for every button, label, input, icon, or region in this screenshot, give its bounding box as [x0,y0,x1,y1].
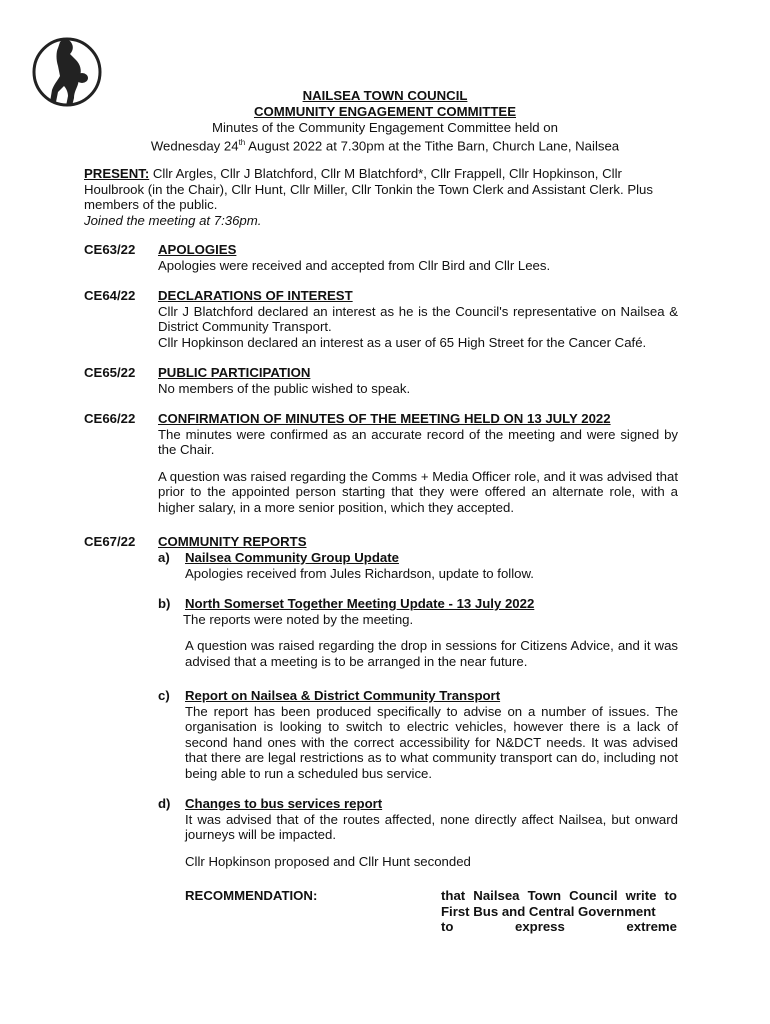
item-title: APOLOGIES [158,242,237,257]
subitem-marker: a) [158,550,170,565]
subitem-title: Changes to bus services report [185,796,383,811]
subitem-marker: b) [158,596,171,611]
recommendation-label: RECOMMENDATION: [185,888,318,903]
item-ce63 [158,242,678,273]
item-text: The minutes were confirmed as an accurate record of the meeting and were signed by the Chair. [158,426,678,457]
subitem-marker: c) [158,688,170,703]
item-ce67 [158,534,678,550]
item-text: Cllr Hopkinson declared an interest as a user of 65 High Street for the Cancer Café. [158,334,647,350]
subitem-text: The reports were noted by the meeting. [183,611,414,627]
minutes-subtitle: Minutes of the Community Engagement Committee held on [212,119,558,135]
present-label: PRESENT: [84,166,150,181]
subitem-title: Nailsea Community Group Update [185,550,399,565]
item-ce65 [158,365,678,396]
item-text: No members of the public wished to speak. [158,380,411,396]
subitem-text: It was advised that of the routes affected, none directly affect Nailsea, but onward journeys will be impacted. [185,811,678,842]
present-list: Cllr Argles, Cllr J Blatchford, Cllr M Blatchford*, Cllr Frappell, Cllr Hopkinson, Cllr Houlbrook (in the Chair), Cllr Hunt, Cllr Miller, Cllr Tonkin the Town Clerk and Assistant Clerk. Plus members of the public. [84,166,653,212]
item-code-ce63: CE63/22 [84,242,136,257]
item-title: CONFIRMATION OF MINUTES OF THE MEETING HELD ON 13 JULY 2022 [158,411,611,426]
recommendation-text: that Nailsea Town Council write to First Bus and Central Government to express extreme [441,888,677,934]
item-text: Apologies were received and accepted from Cllr Bird and Cllr Lees. [158,257,551,273]
subitem-title: North Somerset Together Meeting Update - 13 July 2022 [185,596,535,611]
item-ce64 [158,288,678,350]
meeting-date-line: Wednesday 24th August 2022 at 7.30pm at the Tithe Barn, Church Lane, Nailsea [150,138,620,154]
subitem-marker: d) [158,796,171,811]
committee-name: COMMUNITY ENGAGEMENT COMMITTEE [253,103,517,119]
document-header [0,88,770,155]
item-text: A question was raised regarding the Comms + Media Officer role, and it was advised that prior to the appointed person starting that they were offered an alternate role, with a higher salary, in a more senior position, which they accepted. [158,468,678,515]
subitem-c [158,688,678,781]
item-title: PUBLIC PARTICIPATION [158,365,311,380]
attendance-block [84,166,680,228]
item-code-ce66: CE66/22 [84,411,136,426]
item-code-ce64: CE64/22 [84,288,136,303]
item-code-ce65: CE65/22 [84,365,136,380]
subitem-text: Cllr Hopkinson proposed and Cllr Hunt seconded [185,853,471,869]
subitem-text: Apologies received from Jules Richardson, update to follow. [185,565,534,581]
item-code-ce67: CE67/22 [84,534,136,549]
joined-note: Joined the meeting at 7:36pm. [84,212,262,228]
item-ce66 [158,411,678,515]
item-title: DECLARATIONS OF INTEREST [158,288,353,303]
council-name: NAILSEA TOWN COUNCIL [302,88,468,103]
subitem-d [158,796,678,869]
item-title: COMMUNITY REPORTS [158,534,307,549]
subitem-text: A question was raised regarding the drop in sessions for Citizens Advice, and it was advised that a meeting is to be arranged in the near future. [185,638,678,669]
subitem-title: Report on Nailsea & District Community Transport [185,688,501,703]
subitem-text: The report has been produced specifically to advise on a number of issues. The organisation is looking to switch to electric vehicles, however there is a lack of second hand ones with the correct accessibility for N&DCT needs. It was advised that there are legal restrictions as to what community transport can do, including not being able to run a scheduled bus service. [185,703,678,781]
subitem-b [158,596,678,669]
item-text: Cllr J Blatchford declared an interest as he is the Council's representative on Nailsea & District Community Transport. [158,303,678,334]
subitem-a [158,550,678,581]
